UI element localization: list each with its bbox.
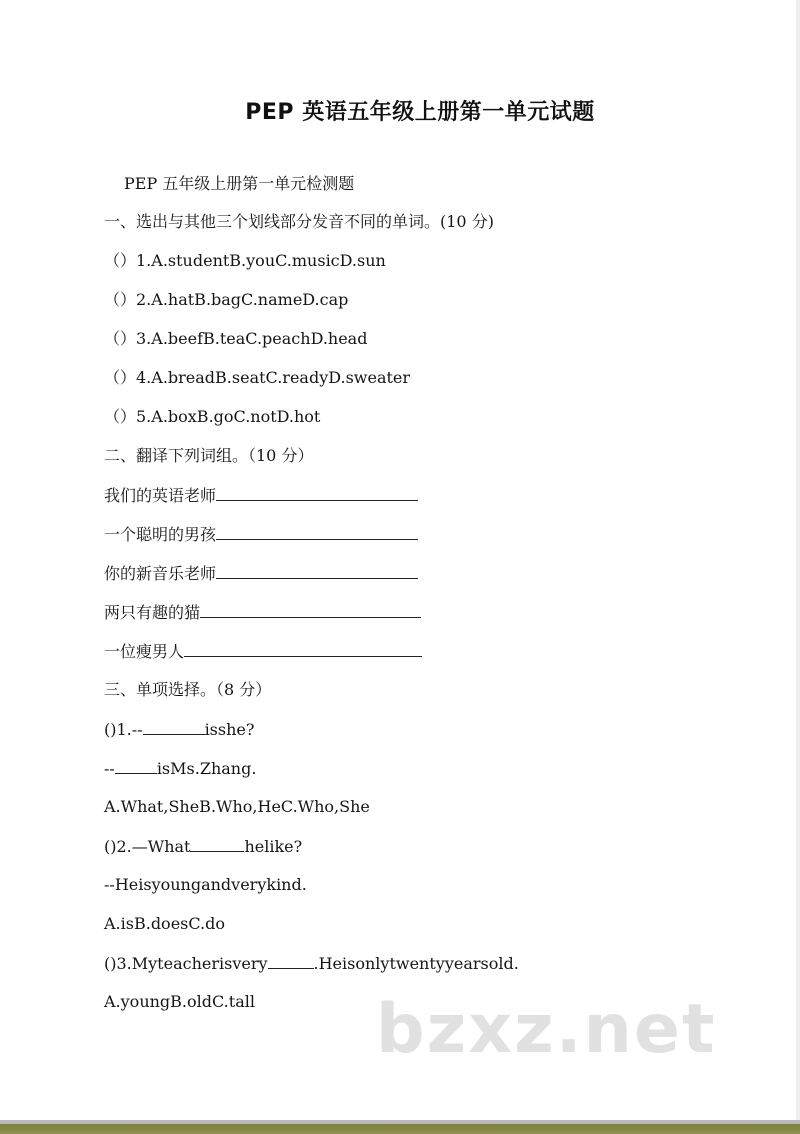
section3-q1-options: A.What,SheB.Who,HeC.Who,She bbox=[104, 797, 370, 816]
answer-blank[interactable] bbox=[184, 641, 422, 657]
section3-q1-reply bbox=[104, 758, 256, 779]
section2-item-1 bbox=[104, 485, 418, 506]
question-text: helike? bbox=[244, 837, 303, 856]
section1-item-1: （）1.A.studentB.youC.musicD.sun bbox=[104, 251, 386, 270]
section1-item-2: （）2.A.hatB.bagC.nameD.cap bbox=[104, 290, 349, 309]
phrase-text: 一个聪明的男孩 bbox=[104, 525, 217, 544]
document-title: PEP 英语五年级上册第一单元试题 bbox=[245, 100, 595, 125]
phrase-text: 我们的英语老师 bbox=[104, 486, 217, 505]
answer-blank[interactable] bbox=[216, 563, 418, 579]
phrase-text: 一位瘦男人 bbox=[104, 642, 185, 661]
question-text: isMs.Zhang. bbox=[156, 759, 257, 778]
section3-heading: 三、单项选择。（8 分） bbox=[104, 680, 272, 699]
answer-blank[interactable] bbox=[115, 758, 157, 774]
page-edge bbox=[796, 0, 800, 1120]
question-text: ()3.Myteacherisvery bbox=[104, 954, 268, 973]
phrase-text: 两只有趣的猫 bbox=[104, 603, 201, 622]
question-text: ()2.—What bbox=[104, 837, 191, 856]
phrase-text: 你的新音乐老师 bbox=[104, 564, 217, 583]
answer-blank[interactable] bbox=[200, 602, 421, 618]
section2-item-4 bbox=[104, 602, 421, 623]
document-subtitle: PEP 五年级上册第一单元检测题 bbox=[124, 174, 355, 193]
question-text: ()1.-- bbox=[104, 720, 143, 739]
section2-item-5 bbox=[104, 641, 422, 662]
section3-q2 bbox=[104, 836, 302, 857]
answer-blank[interactable] bbox=[216, 485, 418, 501]
answer-blank[interactable] bbox=[268, 953, 314, 969]
section3-q2-reply: --Heisyoungandverykind. bbox=[104, 875, 307, 894]
section1-heading: 一、选出与其他三个划线部分发音不同的单词。(10 分) bbox=[104, 212, 494, 231]
question-text: .Heisonlytwentyyearsold. bbox=[313, 954, 519, 973]
question-text: isshe? bbox=[204, 720, 255, 739]
answer-blank[interactable] bbox=[216, 524, 418, 540]
section3-q3 bbox=[104, 953, 519, 974]
watermark: bzxz.net bbox=[376, 990, 717, 1069]
bottom-bar bbox=[0, 1120, 800, 1134]
answer-blank[interactable] bbox=[190, 836, 244, 852]
question-text: -- bbox=[104, 759, 115, 778]
section1-item-4: （）4.A.breadB.seatC.readyD.sweater bbox=[104, 368, 411, 387]
section2-item-2 bbox=[104, 524, 418, 545]
section1-item-3: （）3.A.beefB.teaC.peachD.head bbox=[104, 329, 368, 348]
section2-item-3 bbox=[104, 563, 418, 584]
section3-q3-options: A.youngB.oldC.tall bbox=[104, 992, 255, 1011]
section2-heading: 二、翻译下列词组。（10 分） bbox=[104, 446, 314, 465]
section1-item-5: （）5.A.boxB.goC.notD.hot bbox=[104, 407, 321, 426]
section3-q1 bbox=[104, 719, 254, 740]
section3-q2-options: A.isB.doesC.do bbox=[104, 914, 225, 933]
answer-blank[interactable] bbox=[143, 719, 205, 735]
